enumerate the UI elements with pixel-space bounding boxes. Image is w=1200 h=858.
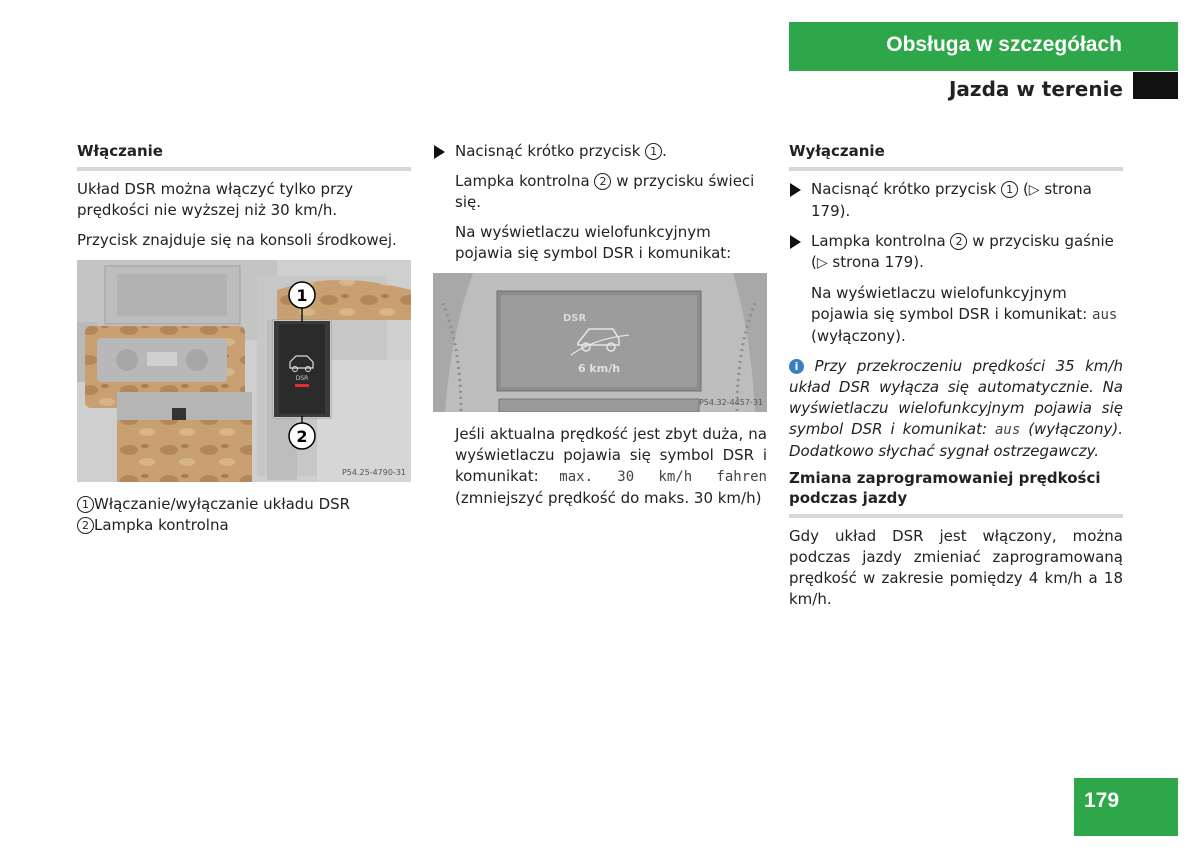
paragraph: [433, 424, 767, 509]
heading-rule: [789, 514, 1123, 518]
button-label: DSR: [295, 375, 309, 382]
legend-text: Lampka kontrolna: [94, 516, 229, 534]
display-dsr-label: DSR: [563, 313, 587, 324]
figure-code: P54.25-4790-31: [341, 468, 406, 477]
legend-number: 2: [77, 517, 94, 534]
text: Lampka kontrolna: [811, 232, 946, 250]
display-message: max. 30 km/h fahren: [559, 469, 767, 485]
lamp-ref-number: 2: [950, 233, 967, 250]
button-ref-number: 1: [1001, 181, 1018, 198]
text: w przycisku gaśnie: [972, 232, 1114, 250]
heading-rule: [77, 167, 411, 171]
lamp-ref-number: 2: [594, 173, 611, 190]
page-reference: strona 179).: [811, 180, 1092, 220]
column-1: [77, 141, 411, 536]
text: (wyłączony). Dodatkowo słychać sygnał ostrzegawczy.: [789, 420, 1123, 460]
text: Przy przekroczeniu prędkości 35 km/h układ DSR wyłącza się automatycznie. Na wyświetlaczu wielofunkcyjnym pojawia się symbol DSR i komunikat:: [789, 357, 1123, 438]
text: Lampka kontrolna: [455, 172, 590, 190]
heading-zmiana-predkosci: Zmiana zaprogramowaniej prędkości podczas jazdy: [789, 469, 1101, 507]
section-title: Obsługa w szczegółach: [886, 33, 1122, 56]
text: (zmniejszyć prędkość do maks. 30 km/h): [455, 489, 762, 507]
text: w przycisku świeci się.: [455, 172, 755, 211]
figure-code: P54.32-4457-31: [698, 398, 763, 407]
paragraph: Gdy układ DSR jest włączony, można podczas jazdy zmieniać zaprogramowaną prędkość w zakresie pomiędzy 4 km/h a 18 km/h.: [789, 527, 1123, 608]
column-3: [789, 141, 1123, 619]
page-number: 179: [1084, 789, 1120, 812]
column-2: [433, 141, 767, 518]
instruction-bullet: [433, 141, 767, 162]
heading-wlaczanie: Włączanie: [77, 142, 163, 160]
display-message: aus: [994, 422, 1021, 438]
heading-wylaczanie: Wyłączanie: [789, 142, 885, 160]
paragraph: Przycisk znajduje się na konsoli środkowej.: [77, 231, 397, 249]
display-speed: 6 km/h: [577, 362, 621, 375]
instruction-bullet: Lampka kontrolna 2 w przycisku gaśnie (▷ strona 179).: [789, 231, 1123, 274]
text: Nacisnąć krótko przycisk: [811, 180, 997, 198]
button-ref-number: 1: [645, 143, 662, 160]
legend-number: 1: [77, 496, 94, 513]
legend-item: [77, 494, 411, 515]
heading-rule: [789, 167, 1123, 171]
paragraph: [433, 171, 767, 213]
indicator-lamp: [295, 384, 309, 387]
instruction-bullet: Nacisnąć krótko przycisk 1 (▷ strona 179).: [789, 179, 1123, 222]
subsection-marker: [1133, 72, 1178, 99]
text: Jeśli aktualna prędkość jest zbyt duża, na wyświetlaczu pojawia się symbol DSR i komunikat:: [455, 425, 767, 485]
punctuation: .: [662, 142, 667, 160]
page-reference: strona 179).: [832, 253, 924, 271]
paragraph: Układ DSR można włączyć tylko przy prędkości nie wyższej niż 30 km/h.: [77, 180, 353, 219]
legend-text: Włączanie/wyłączanie układu DSR: [94, 495, 351, 513]
text: (wyłączony).: [811, 327, 906, 345]
paragraph: Na wyświetlaczu wielofunkcyjnym pojawia się symbol DSR i komunikat:: [455, 223, 732, 262]
display-message: aus: [1092, 307, 1118, 323]
page-ref-arrow-icon: ▷: [816, 255, 828, 271]
text: Na wyświetlaczu wielofunkcyjnym pojawia się symbol DSR i komunikat:: [811, 284, 1088, 323]
page-ref-arrow-icon: ▷: [1028, 182, 1040, 198]
paragraph: [789, 283, 1123, 347]
console-photo: [77, 260, 411, 482]
info-note: [789, 356, 1123, 462]
subsection-title: Jazda w terenie: [948, 77, 1123, 101]
page-number-box: [1074, 778, 1178, 836]
display-photo: [433, 273, 767, 412]
callout-1-number: 1: [296, 286, 308, 305]
section-title-bar: [789, 22, 1178, 71]
legend-item: [77, 515, 411, 536]
instruction-text: Nacisnąć krótko przycisk: [455, 142, 641, 160]
info-icon: i: [789, 359, 804, 374]
callout-2-number: 2: [296, 427, 308, 446]
